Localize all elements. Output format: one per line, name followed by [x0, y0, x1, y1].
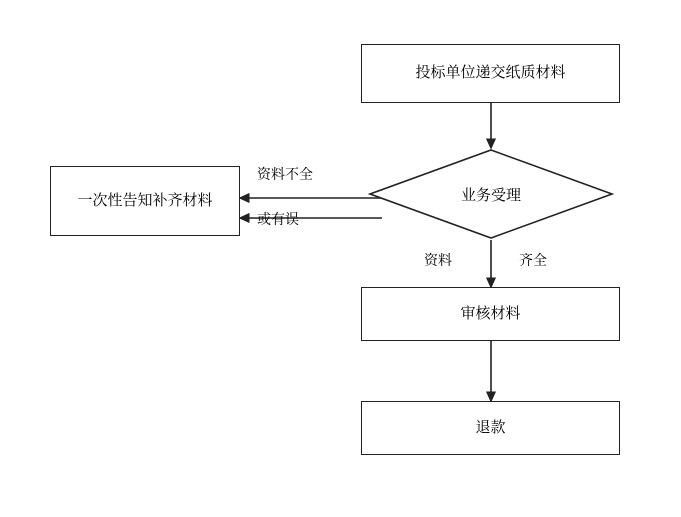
node-notify-label: 一次性告知补齐材料: [77, 191, 213, 209]
edge-label-complete-line2-text: 齐全: [519, 252, 547, 268]
node-refund-label: 退款: [475, 418, 506, 436]
node-submit-label: 投标单位递交纸质材料: [415, 64, 566, 82]
edge-label-complete-line1: [424, 250, 452, 270]
edge-label-incomplete-line2-text: 或有误: [257, 211, 299, 227]
node-accept-label: 业务受理: [460, 186, 521, 204]
node-submit[interactable]: [361, 44, 620, 103]
node-review-label: 审核材料: [460, 304, 521, 322]
node-notify[interactable]: [50, 166, 240, 236]
edge-label-incomplete-line2: [257, 209, 299, 229]
node-refund[interactable]: [361, 401, 620, 455]
node-review[interactable]: [361, 287, 620, 341]
edge-label-complete-line2: [519, 250, 547, 270]
edge-label-complete-line1-text: 资料: [424, 252, 452, 268]
edge-label-incomplete-line1: [257, 164, 313, 184]
edge-label-incomplete-line1-text: 资料不全: [257, 166, 313, 182]
diamond-shape: [368, 148, 614, 240]
node-accept[interactable]: [368, 148, 614, 240]
